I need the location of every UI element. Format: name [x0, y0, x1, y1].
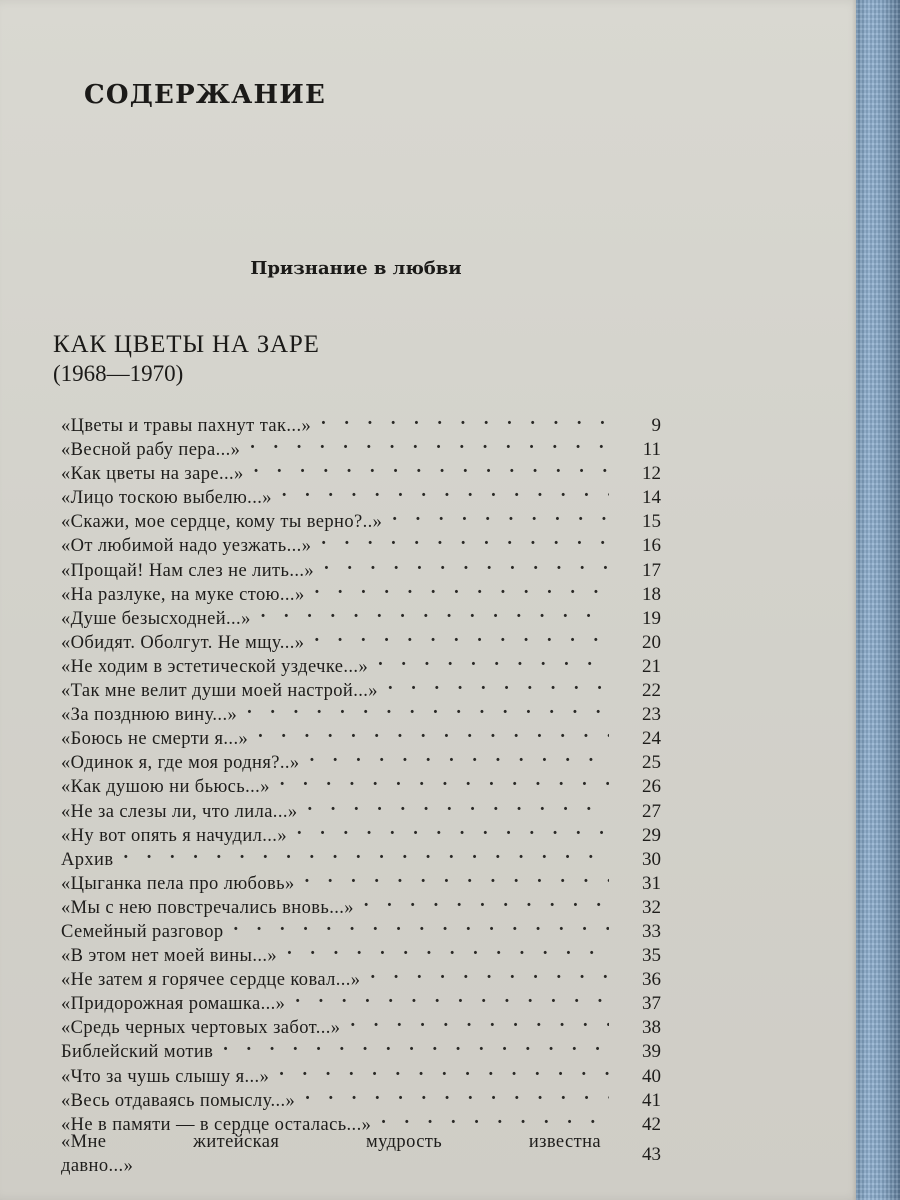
toc-entry-title: «За позднюю вину...»: [61, 705, 238, 726]
dot-leader: [234, 913, 609, 937]
section-title: Признание в любви: [250, 258, 462, 279]
dot-leader: [315, 576, 609, 600]
dot-leader: [321, 527, 609, 551]
toc-entry-title: «От любимой надо уезжать...»: [61, 536, 312, 557]
toc-entry-title: «Не ходим в эстетической уздечке...»: [61, 656, 369, 677]
toc-entry: [61, 744, 661, 774]
toc-entry-page: 31: [642, 872, 661, 894]
toc-entry: [61, 889, 661, 918]
toc-entry-page: 32: [642, 896, 661, 918]
toc-entry-page: 35: [642, 945, 661, 967]
dot-leader: [381, 1106, 609, 1130]
toc-entry-page: 9: [651, 415, 661, 436]
dot-leader: [295, 985, 609, 1009]
dot-leader: [261, 600, 609, 624]
toc-entry: [61, 793, 661, 822]
toc-entry-title: «Не за слезы ли, что лила...»: [61, 801, 298, 822]
toc-entry-page: 22: [642, 680, 661, 702]
toc-entry: [61, 407, 661, 436]
toc-entry: [61, 720, 661, 750]
toc-entry: [61, 552, 661, 581]
toc-entry-title: Библейский мотив: [61, 1042, 214, 1063]
dot-leader: [378, 648, 609, 672]
toc-entry: [61, 527, 661, 557]
toc-entry-title: «Мы с нею повстречались вновь...»: [61, 897, 354, 918]
dot-leader: [370, 961, 609, 985]
toc-entry-title: Архив: [61, 849, 114, 870]
toc-entry: [61, 768, 661, 798]
table-of-contents: [61, 407, 661, 1178]
toc-entry: [61, 479, 661, 509]
toc-entry-page: 39: [642, 1041, 661, 1063]
toc-entry: [61, 624, 661, 653]
cycle-title: КАК ЦВЕТЫ НА ЗАРЕ: [53, 331, 320, 358]
toc-entry-page: 41: [642, 1089, 661, 1111]
toc-entry: [61, 1009, 661, 1039]
toc-entry-page: 20: [642, 631, 661, 653]
toc-entry-page: 19: [642, 607, 661, 629]
toc-entry-page: 29: [642, 824, 661, 846]
toc-entry-title: «Ну вот опять я начудил...»: [61, 825, 287, 846]
toc-entry-page: 24: [642, 728, 661, 750]
toc-entry: [61, 431, 661, 461]
dot-leader: [247, 696, 609, 720]
toc-entry-page: 16: [642, 535, 661, 557]
toc-entry-page: 42: [642, 1113, 661, 1135]
toc-entry-title: «Прощай! Нам слез не лить...»: [61, 560, 315, 581]
toc-entry-multiline: [61, 1130, 661, 1178]
toc-entry-title: «Весь отдаваясь помыслу...»: [61, 1090, 296, 1111]
toc-entry: [61, 913, 661, 942]
toc-entry-title: «Что за чушь слышу я...»: [61, 1066, 270, 1087]
toc-entry-page: 40: [642, 1065, 661, 1087]
dot-leader: [124, 841, 610, 865]
toc-entry-title: «Не в памяти — в сердце осталась...»: [61, 1114, 372, 1135]
dot-leader: [350, 1009, 609, 1033]
toc-entry-page: 26: [642, 776, 661, 798]
dot-leader: [258, 720, 609, 744]
toc-entry: [61, 576, 661, 605]
toc-entry-title: Семейный разговор: [61, 921, 224, 942]
dot-leader: [314, 624, 609, 648]
toc-entry: [61, 600, 661, 629]
toc-entry-page: 27: [642, 800, 661, 822]
toc-entry-title: «Обидят. Оболгут. Не мщу...»: [61, 632, 305, 653]
dot-leader: [310, 744, 609, 768]
toc-entry-title: «Средь черных чертовых забот...»: [61, 1018, 341, 1039]
cycle-years: (1968—1970): [53, 361, 184, 386]
dot-leader: [250, 431, 609, 455]
toc-entry-title: «Весной рабу пера...»: [61, 440, 241, 461]
toc-entry-page: 21: [642, 655, 661, 677]
toc-entry-page: 30: [642, 848, 661, 870]
toc-entry-page: 23: [642, 704, 661, 726]
dot-leader: [305, 1082, 609, 1106]
toc-entry-title-line2: давно...»: [61, 1155, 134, 1176]
toc-entry-page: 14: [642, 487, 661, 509]
toc-entry-title: «Боюсь не смерти я...»: [61, 729, 249, 750]
dot-leader: [364, 889, 609, 913]
toc-entry-title: «Цветы и травы пахнут так...»: [61, 416, 312, 436]
toc-entry-title: «Как цветы на заре...»: [61, 464, 244, 485]
dot-leader: [308, 793, 609, 817]
toc-entry-page: 18: [642, 583, 661, 605]
toc-entry-title: «Придорожная ромашка...»: [61, 994, 286, 1015]
dot-leader: [282, 479, 609, 503]
book-cover-edge: [856, 0, 900, 1200]
toc-entry-page: 11: [642, 439, 661, 461]
toc-entry: [61, 1058, 661, 1087]
toc-entry: [61, 1106, 661, 1135]
toc-entry-page: 38: [642, 1017, 661, 1039]
toc-entry: [61, 937, 661, 967]
toc-entry: [61, 865, 661, 894]
toc-entry-title: «Душе безысходней...»: [61, 608, 251, 629]
toc-entry-title: «Так мне велит души моей настрой...»: [61, 681, 378, 702]
toc-entry: [61, 648, 661, 677]
toc-entry: [61, 985, 661, 1015]
dot-leader: [297, 817, 609, 841]
dot-leader: [321, 407, 609, 431]
toc-entry: [61, 696, 661, 726]
toc-entry-title: «Одинок я, где моя родня?..»: [61, 753, 300, 774]
dot-leader: [279, 1058, 609, 1082]
toc-entry-title: «Скажи, мое сердце, кому ты верно?..»: [61, 512, 383, 533]
toc-entry: [61, 841, 661, 870]
toc-entry-title: «Цыганка пела про любовь»: [61, 873, 295, 894]
toc-entry-page: 17: [642, 559, 661, 581]
toc-entry-title: «Как душою ни бьюсь...»: [61, 777, 270, 798]
dot-leader: [254, 455, 609, 479]
toc-entry-page: 43: [642, 1143, 661, 1165]
dot-leader: [392, 503, 609, 527]
dot-leader: [305, 865, 609, 889]
dot-leader: [223, 1033, 609, 1057]
toc-entry: [61, 817, 661, 846]
toc-entry-page: 33: [642, 920, 661, 942]
toc-entry-title: «В этом нет моей вины...»: [61, 946, 278, 967]
toc-entry: [61, 1033, 661, 1063]
dot-leader: [280, 768, 609, 792]
toc-entry-title: «Не затем я горячее сердце ковал...»: [61, 970, 361, 991]
toc-entry: [61, 455, 661, 485]
toc-entry: [61, 503, 661, 533]
toc-entry-page: 12: [642, 463, 661, 485]
toc-entry-page: 36: [642, 969, 661, 991]
toc-entry: [61, 961, 661, 991]
toc-entry-title-line1: «Мне житейская мудрость известна: [61, 1131, 601, 1152]
toc-entry-page: 37: [642, 993, 661, 1015]
toc-entry: [61, 1082, 661, 1111]
dot-leader: [287, 937, 609, 961]
toc-entry-title: «Лицо тоскою выбелю...»: [61, 488, 272, 509]
page-heading: СОДЕРЖАНИЕ: [84, 80, 327, 110]
toc-entry-page: 15: [642, 511, 661, 533]
toc-entry: [61, 672, 661, 702]
dot-leader: [388, 672, 609, 696]
toc-entry-page: 25: [642, 752, 661, 774]
dot-leader: [324, 552, 609, 576]
toc-entry-title: «На разлуке, на муке стою...»: [61, 584, 305, 605]
